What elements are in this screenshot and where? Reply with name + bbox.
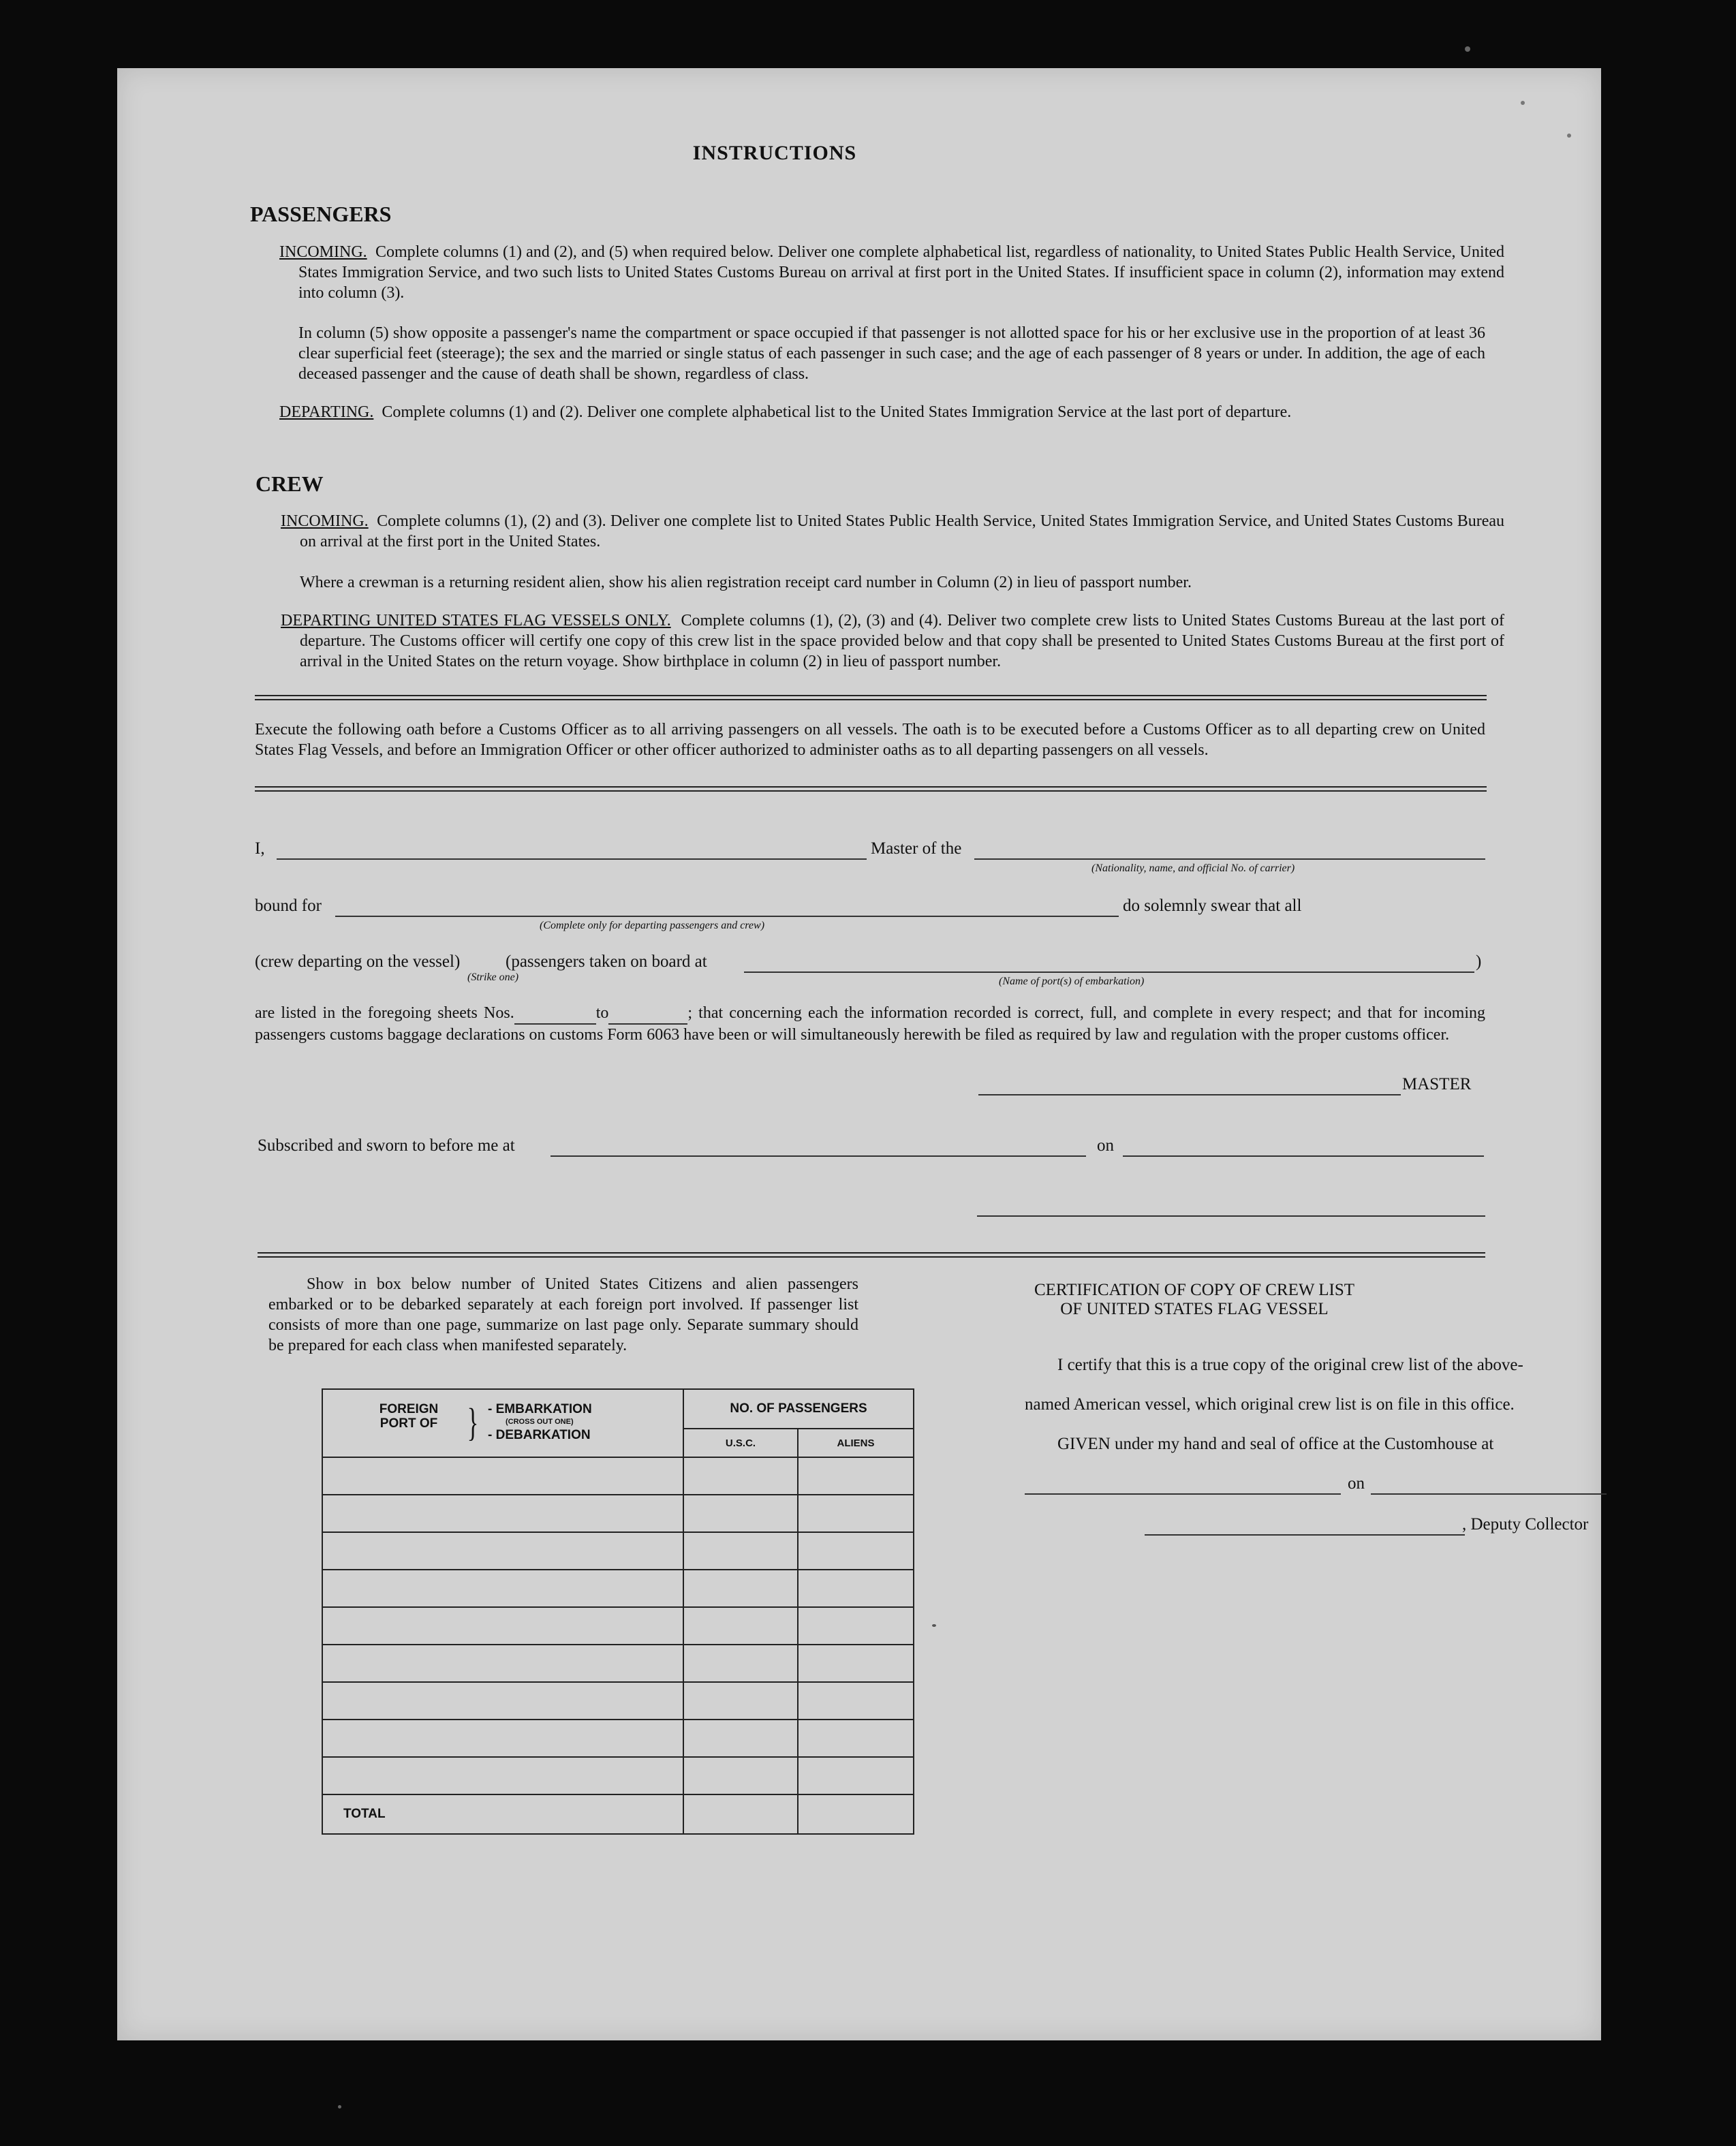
oath-statement (255, 1003, 1485, 1045)
customhouse-field[interactable] (1025, 1493, 1341, 1495)
foreign-port-label: FOREIGN PORT OF (379, 1402, 439, 1431)
passengers-taken-option[interactable]: (passengers taken on board at (506, 952, 707, 971)
bound-for-field[interactable] (335, 916, 1119, 917)
usc-total-cell[interactable] (683, 1794, 798, 1834)
embarkation-option[interactable]: - EMBARKATION (488, 1402, 592, 1416)
table-row (322, 1495, 914, 1532)
table-row (322, 1645, 914, 1682)
aliens-cell[interactable] (798, 1645, 914, 1682)
crew-departing-option[interactable]: (crew departing on the vessel) (255, 952, 461, 971)
deputy-collector-label: , Deputy Collector (1462, 1515, 1589, 1534)
port-cell[interactable] (322, 1645, 683, 1682)
oath-i-label: I, (255, 839, 265, 858)
total-label: TOTAL (322, 1794, 683, 1834)
embarkation-caption: (Name of port(s) of embarkation) (999, 976, 1145, 987)
sheet-to-field[interactable] (608, 1003, 687, 1025)
divider-rule (255, 786, 1487, 788)
divider-rule (255, 695, 1487, 696)
table-row (322, 1720, 914, 1757)
swear-text: do solemnly swear that all (1123, 897, 1302, 915)
crew-incoming (281, 511, 1504, 552)
customhouse-label: GIVEN under my hand and seal of office at the Customhouse at (1057, 1435, 1494, 1453)
master-name-field[interactable] (277, 858, 867, 860)
sworn-date-field[interactable] (1123, 1155, 1484, 1157)
bound-for-label: bound for (255, 897, 322, 915)
certification-on-label: on (1348, 1474, 1365, 1493)
table-row (322, 1457, 914, 1495)
aliens-cell[interactable] (798, 1570, 914, 1607)
crew-heading: CREW (255, 471, 324, 496)
certification-text-2: named American vessel, which original crew list is on file in this office. (1025, 1395, 1515, 1414)
aliens-cell[interactable] (798, 1532, 914, 1570)
oath-intro: Execute the following oath before a Customs Officer as to all arriving passengers on all vessels. The oath is to be executed before a Customs Officer as to all departing crew on United States Flag Vessels, and before an Immigration Officer or other officer authorized to administer oaths as to all departing passengers on all vessels. (255, 721, 1485, 759)
usc-cell[interactable] (683, 1570, 798, 1607)
sheets-label: are listed in the foregoing sheets Nos. (255, 1004, 514, 1022)
master-of-label: Master of the (871, 839, 962, 858)
deputy-signature-field[interactable] (1145, 1534, 1465, 1536)
port-cell[interactable] (322, 1570, 683, 1607)
form-sheet (117, 68, 1601, 2040)
passengers-departing-label: DEPARTING. (279, 403, 374, 421)
table-row (322, 1757, 914, 1794)
usc-cell[interactable] (683, 1457, 798, 1495)
debarkation-option[interactable]: - DEBARKATION (488, 1428, 591, 1442)
passengers-incoming (279, 242, 1504, 303)
passengers-departing (279, 402, 1504, 422)
crew-incoming-text: Complete columns (1), (2) and (3). Deliver one complete list to United States Public Health Service, United States Immigration Service, and United States Customs Bureau on arrival at the first port in the United States. (300, 512, 1505, 550)
usc-cell[interactable] (683, 1645, 798, 1682)
table-row (322, 1532, 914, 1570)
specks (932, 1624, 936, 1627)
crew-incoming-label: INCOMING. (281, 512, 369, 530)
page-title: INSTRUCTIONS (692, 142, 857, 164)
table-row (322, 1682, 914, 1720)
aliens-cell[interactable] (798, 1720, 914, 1757)
certification-title-2: OF UNITED STATES FLAG VESSEL (1060, 1300, 1329, 1318)
port-cell[interactable] (322, 1720, 683, 1757)
carrier-field[interactable] (974, 858, 1485, 860)
brace-icon: } (467, 1400, 479, 1444)
sheets-to-label: to (595, 1004, 609, 1022)
certification-text-1: I certify that this is a true copy of the original crew list of the above- (1057, 1356, 1523, 1374)
aliens-cell[interactable] (798, 1682, 914, 1720)
port-cell[interactable] (322, 1757, 683, 1794)
total-row (322, 1794, 914, 1834)
aliens-cell[interactable] (798, 1757, 914, 1794)
divider-rule (255, 699, 1487, 700)
embarkation-port-field[interactable] (744, 971, 1474, 973)
crew-departing (281, 610, 1504, 672)
crew-resident: Where a crewman is a returning resident alien, show his alien registration receipt card number in Column (2) in lieu of passport number. (300, 574, 1192, 591)
passengers-departing-text: Complete columns (1) and (2). Deliver one complete alphabetical list to the United States Immigration Service at the last port of departure. (382, 403, 1292, 421)
oath-body: ; that concerning each the information recorded is correct, full, and complete in every respect; and that for incoming passengers customs baggage declarations on customs Form 6063 have been or will simultaneously herewith be filed as required by law and regulation with the proper customs officer. (255, 1004, 1485, 1044)
usc-cell[interactable] (683, 1607, 798, 1645)
specks (1465, 46, 1470, 52)
port-cell[interactable] (322, 1532, 683, 1570)
cross-out-caption: (CROSS OUT ONE) (506, 1418, 574, 1426)
aliens-header: ALIENS (798, 1429, 914, 1457)
strike-one-caption: (Strike one) (467, 971, 519, 983)
aliens-cell[interactable] (798, 1495, 914, 1532)
specks (1567, 134, 1571, 138)
crew-departing-label: DEPARTING UNITED STATES FLAG VESSELS ONLY. (281, 612, 671, 629)
master-signature-field[interactable] (978, 1094, 1401, 1095)
divider-rule (255, 790, 1487, 792)
master-signature-label: MASTER (1402, 1075, 1472, 1093)
bound-for-caption: (Complete only for departing passengers and crew) (540, 920, 765, 931)
aliens-cell[interactable] (798, 1457, 914, 1495)
specks (1521, 101, 1525, 105)
port-cell[interactable] (322, 1495, 683, 1532)
subscribed-label: Subscribed and sworn to before me at (258, 1136, 515, 1155)
passengers-incoming-text: Complete columns (1) and (2), and (5) when required below. Deliver one complete alphabetical list, regardless of nationality, to United States Public Health Service, United States Immigration Service, and two such lists to United States Customs Bureau on arrival at first port in the United States. If insufficient space in column (2), information may extend into column (3). (298, 243, 1504, 302)
passengers-column5: In column (5) show opposite a passenger's name the compartment or space occupied if that passenger is not allotted space for his or her exclusive use in the proportion of at least 36 clear superficial feet (steerage); the sex and the married or single status of each passenger in such case; and the age of each passenger of 8 years or under. In addition, the age of each deceased passenger and the cause of death shall be shown, regardless of class. (298, 324, 1485, 383)
passengers-incoming-label: INCOMING. (279, 243, 367, 261)
port-cell[interactable] (322, 1457, 683, 1495)
usc-cell[interactable] (683, 1532, 798, 1570)
port-header-cell (322, 1389, 683, 1457)
crew-departing-text: Complete columns (1), (2), (3) and (4). Deliver two complete crew lists to United States Customs Bureau at the last port of departure. The Customs officer will certify one copy of this crew list in the space provided below and that copy shall be presented to United States Customs Bureau at the first port of arrival in the United States on the return voyage. Show birthplace in column (2) in lieu of passport number. (300, 612, 1504, 670)
passenger-summary-table (322, 1388, 914, 1835)
usc-header: U.S.C. (683, 1429, 798, 1457)
usc-cell[interactable] (683, 1495, 798, 1532)
divider-rule (258, 1256, 1485, 1258)
sheet-from-field[interactable] (514, 1003, 596, 1025)
no-passengers-header: NO. OF PASSENGERS (683, 1389, 914, 1429)
port-cell[interactable] (322, 1607, 683, 1645)
port-cell[interactable] (322, 1682, 683, 1720)
divider-rule (258, 1252, 1485, 1254)
certification-date-field[interactable] (1371, 1493, 1607, 1495)
specks (338, 2105, 341, 2109)
close-paren: ) (1476, 952, 1482, 971)
usc-cell[interactable] (683, 1720, 798, 1757)
usc-cell[interactable] (683, 1682, 798, 1720)
carrier-caption: (Nationality, name, and official No. of carrier) (1091, 862, 1295, 874)
table-row (322, 1570, 914, 1607)
usc-cell[interactable] (683, 1757, 798, 1794)
sworn-place-field[interactable] (551, 1155, 1086, 1157)
sworn-on-label: on (1097, 1136, 1114, 1155)
passengers-heading: PASSENGERS (250, 202, 392, 226)
certification-title-1: CERTIFICATION OF COPY OF CREW LIST (1034, 1281, 1355, 1299)
aliens-cell[interactable] (798, 1607, 914, 1645)
aliens-total-cell[interactable] (798, 1794, 914, 1834)
officer-signature-field[interactable] (977, 1215, 1485, 1217)
table-row (322, 1607, 914, 1645)
summary-instructions: Show in box below number of United States Citizens and alien passengers embarked or to be debarked separately at each foreign port involved. If passenger list consists of more than one page, summarize on last page only. Separate summary should be prepared for each class when manifested separately. (268, 1275, 858, 1354)
